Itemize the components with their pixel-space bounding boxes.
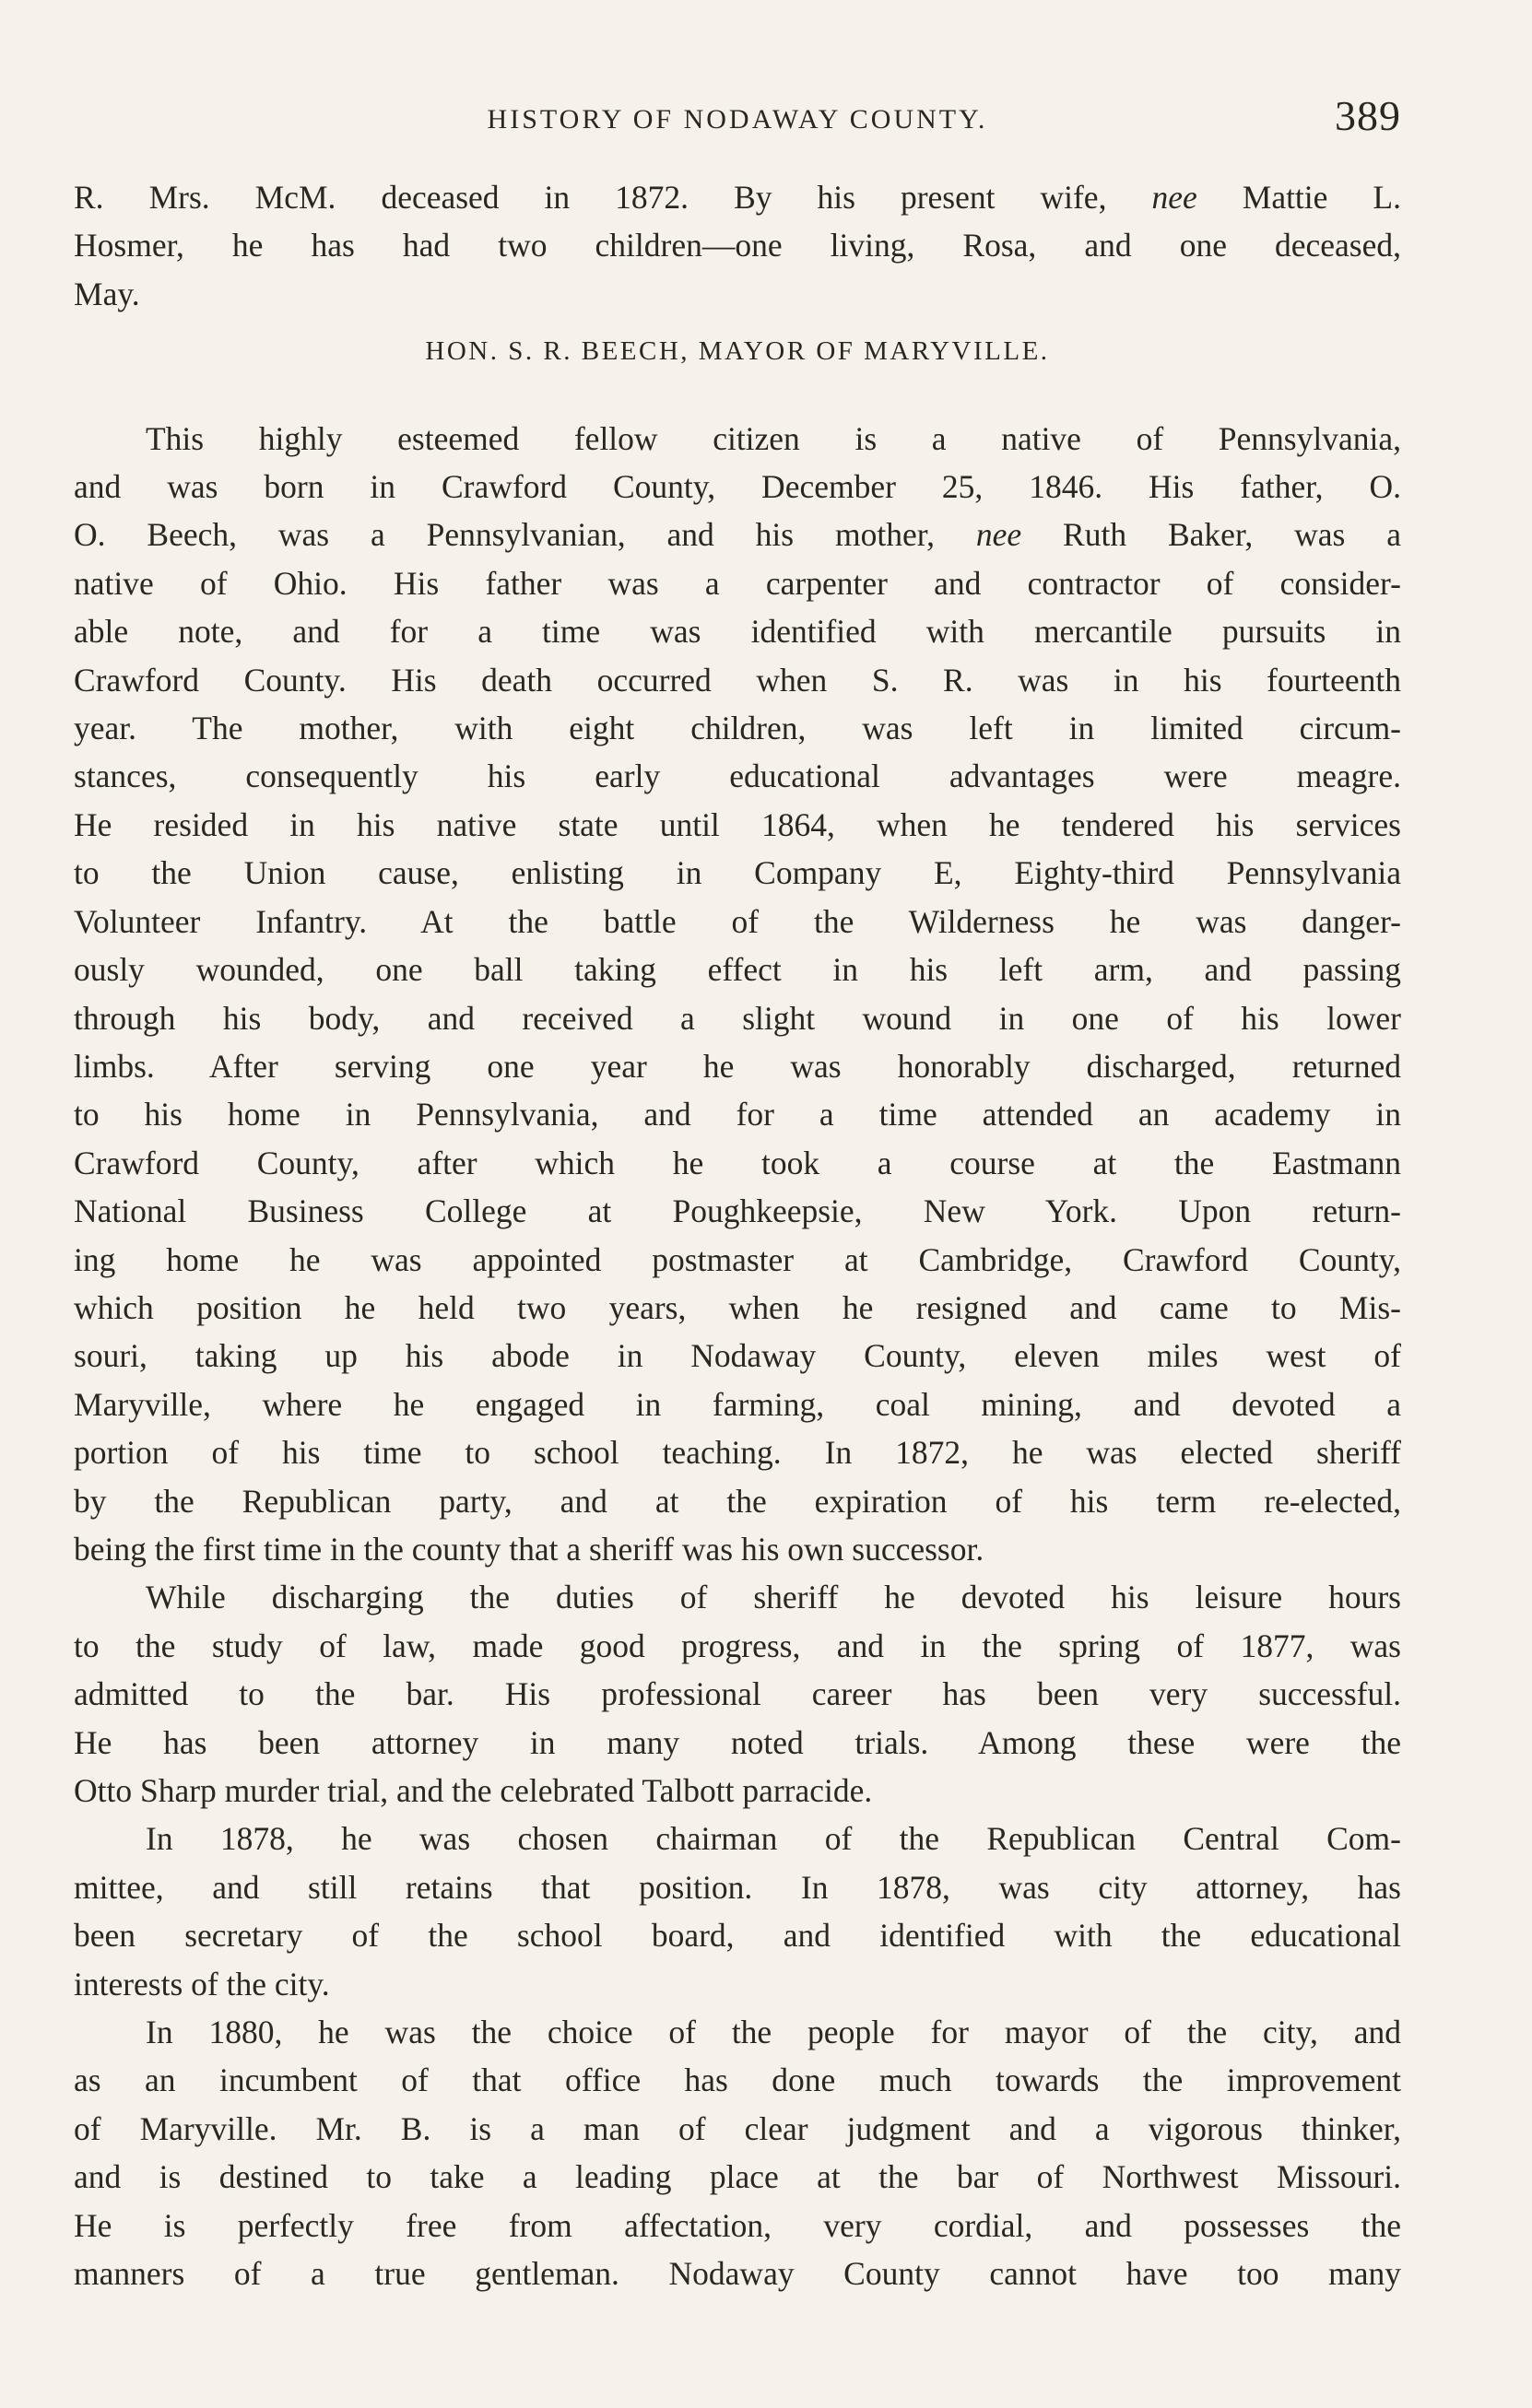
text-segment: able note, and for a time was identified with mercantile pursuits in — [74, 613, 1401, 651]
text-segment: Volunteer Infantry. At the battle of the Wilderness he was danger- — [74, 902, 1401, 940]
biography-paragraphs — [74, 415, 1401, 2298]
text-segment: He resided in his native state until 1864, when he tendered his services — [74, 805, 1401, 843]
text-segment: O. Beech, was a Pennsylvanian, and his mother, — [74, 516, 976, 554]
italic-word: nee — [975, 516, 1022, 554]
text-segment: National Business College at Poughkeepsie, New York. Upon return- — [74, 1192, 1401, 1230]
text-segment: He has been attorney in many noted trials. Among these were the — [74, 1723, 1401, 1761]
text-line — [74, 946, 1401, 993]
text-line — [74, 898, 1401, 946]
text-line — [74, 1863, 1401, 1911]
italic-word: nee — [1151, 179, 1197, 216]
text-segment: portion of his time to school teaching. In 1872, he was elected sheriff — [74, 1434, 1401, 1472]
text-line — [74, 1332, 1401, 1380]
text-segment: through his body, and received a slight wound in one of his lower — [74, 999, 1401, 1037]
text-line — [74, 1236, 1401, 1284]
text-segment: native of Ohio. His father was a carpenter and contractor of consider- — [74, 564, 1401, 602]
text-segment: He is perfectly free from affectation, very cordial, and possesses the — [74, 2206, 1401, 2244]
text-segment: year. The mother, with eight children, was left in limited circum- — [74, 710, 1401, 747]
text-line — [74, 656, 1401, 704]
text-line — [74, 1525, 1401, 1573]
text-segment: and is destined to take a leading place at the bar of Northwest Missouri. — [74, 2158, 1401, 2196]
text-line — [74, 2008, 1401, 2056]
text-segment: Ruth Baker, was a — [1021, 516, 1401, 554]
text-line — [74, 2249, 1401, 2297]
text-segment: In 1880, he was the choice of the people for mayor of the city, and — [146, 2014, 1401, 2051]
page-number: 389 — [1335, 92, 1401, 139]
text-segment: souri, taking up his abode in Nodaway County, eleven miles west of — [74, 1337, 1401, 1375]
text-segment: Crawford County, after which he took a course at the Eastmann — [74, 1144, 1401, 1181]
text-segment: limbs. After serving one year he was honorably discharged, returned — [74, 1047, 1401, 1085]
text-segment: been secretary of the school board, and identified with the educational — [74, 1917, 1401, 1955]
text-line — [74, 2153, 1401, 2201]
text-line — [74, 849, 1401, 897]
paragraph — [74, 2008, 1401, 2297]
text-line — [74, 704, 1401, 752]
text-line — [74, 801, 1401, 849]
text-line — [74, 1090, 1401, 1138]
text-segment: Maryville, where he engaged in farming, coal mining, and devoted a — [74, 1385, 1401, 1423]
text-segment: stances, consequently his early educational advantages were meagre. — [74, 758, 1401, 795]
text-line — [74, 1911, 1401, 1959]
paragraph — [74, 1815, 1401, 2008]
text-segment: by the Republican party, and at the expiration of his term re-elected, — [74, 1482, 1401, 1520]
text-segment: May. — [74, 275, 140, 312]
text-segment: of Maryville. Mr. B. is a man of clear judgment and a vigorous thinker, — [74, 2109, 1401, 2147]
text-line — [74, 1042, 1401, 1090]
text-line — [74, 1573, 1401, 1621]
running-title: HISTORY OF NODAWAY COUNTY. — [487, 104, 988, 135]
text-segment: to his home in Pennsylvania, and for a time attended an academy in — [74, 1096, 1401, 1134]
text-line — [74, 559, 1401, 607]
text-segment: ously wounded, one ball taking effect in his left arm, and passing — [74, 951, 1401, 989]
text-line — [74, 1767, 1401, 1815]
text-line — [74, 1960, 1401, 2008]
paragraph — [74, 415, 1401, 1574]
text-line — [74, 2105, 1401, 2153]
text-segment: Otto Sharp murder trial, and the celebrated Talbott parracide. — [74, 1772, 873, 1809]
text-line — [74, 994, 1401, 1042]
text-segment: as an incumbent of that office has done much towards the improvement — [74, 2061, 1401, 2099]
text-line — [74, 415, 1401, 463]
text-segment: and was born in Crawford County, December 25, 1846. His father, O. — [74, 468, 1401, 506]
paragraph — [74, 1573, 1401, 1815]
text-line — [74, 2202, 1401, 2249]
text-line — [74, 1719, 1401, 1767]
text-line — [74, 221, 1401, 269]
text-line — [74, 1187, 1401, 1235]
text-segment: R. Mrs. McM. deceased in 1872. By his present wife, — [74, 179, 1152, 216]
text-line — [74, 1139, 1401, 1187]
text-segment: Crawford County. His death occurred when S. R. was in his fourteenth — [74, 661, 1401, 699]
text-line — [74, 1622, 1401, 1670]
text-line — [74, 1284, 1401, 1332]
text-line — [74, 270, 1401, 318]
intro-paragraph — [74, 173, 1401, 318]
text-segment: admitted to the bar. His professional career has been very successful. — [74, 1675, 1401, 1713]
text-line — [74, 511, 1401, 558]
text-segment: This highly esteemed fellow citizen is a native of Pennsylvania, — [146, 419, 1401, 457]
text-segment: manners of a true gentleman. Nodaway County cannot have too many — [74, 2255, 1401, 2293]
text-segment: which position he held two years, when he resigned and came to Mis- — [74, 1288, 1401, 1326]
text-segment: to the Union cause, enlisting in Company E, Eighty-third Pennsylvania — [74, 854, 1401, 892]
section-heading: HON. S. R. BEECH, MAYOR OF MARYVILLE. — [425, 336, 1050, 367]
body-text — [74, 173, 1401, 2297]
text-line — [74, 752, 1401, 800]
text-line — [74, 1815, 1401, 1862]
text-segment: In 1878, he was chosen chairman of the Republican Central Com- — [146, 1820, 1401, 1858]
text-segment: to the study of law, made good progress, and in the spring of 1877, was — [74, 1627, 1401, 1664]
text-line — [74, 2056, 1401, 2104]
text-segment: mittee, and still retains that position. In 1878, was city attorney, has — [74, 1868, 1401, 1906]
text-line — [74, 607, 1401, 655]
text-segment: interests of the city. — [74, 1965, 330, 2003]
text-line — [74, 173, 1401, 221]
text-line — [74, 463, 1401, 511]
text-segment: ing home he was appointed postmaster at Cambridge, Crawford County, — [74, 1240, 1401, 1278]
text-line — [74, 1380, 1401, 1428]
running-head — [74, 92, 1401, 147]
text-segment: While discharging the duties of sheriff he devoted his leisure hours — [146, 1579, 1401, 1616]
text-segment: being the first time in the county that a sheriff was his own successor. — [74, 1530, 984, 1568]
text-line — [74, 1477, 1401, 1525]
text-line — [74, 1428, 1401, 1476]
text-line — [74, 1670, 1401, 1718]
text-segment: Hosmer, he has had two children—one living, Rosa, and one deceased, — [74, 227, 1401, 264]
text-segment: Mattie L. — [1196, 179, 1401, 216]
